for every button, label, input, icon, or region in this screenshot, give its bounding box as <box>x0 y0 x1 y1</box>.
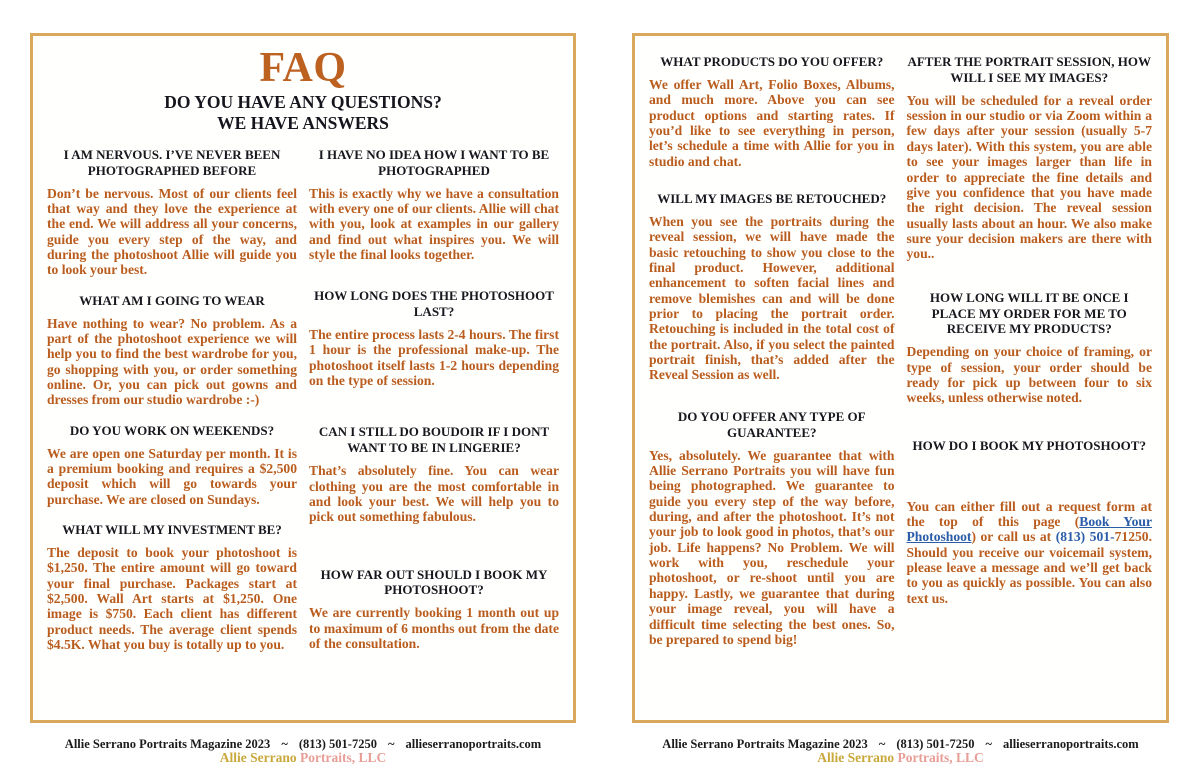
faq-question: HOW DO I BOOK MY PHOTOSHOOT? <box>912 437 1146 453</box>
faq-item <box>309 147 559 263</box>
footer-phone: (813) 501-7250 <box>896 737 975 751</box>
faq-item <box>907 54 1153 262</box>
faq-item <box>649 409 895 647</box>
footer-separator: ~ <box>878 737 886 751</box>
right-page-footer <box>632 737 1169 766</box>
faq-answer: Don’t be nervous. Most of our clients feel that way and they love the experience at the end. We will address all your concerns, guide you every step of the way, and during the photoshoot Allie will guide you to look your best. <box>47 185 297 278</box>
faq-answer: This is exactly why we have a consultation with every one of our clients. Allie will chat with you, look at examples in our gallery and find out what inspires you. We will style the final looks together. <box>309 185 559 262</box>
answer-text-before-link: You can either fill out a request form at the top of this page ( <box>906 498 1152 529</box>
answer-text-after: 71250. Should you receive our voicemail system, please leave a message and we’ll get back to you as quickly as possible. You can also text us. <box>906 529 1152 606</box>
faq-question: HOW LONG WILL IT BE ONCE I PLACE MY ORDER FOR ME TO RECEIVE MY PRODUCTS? <box>929 289 1129 337</box>
footer-company-line <box>632 751 1169 766</box>
faq-question: HOW FAR OUT SHOULD I BOOK MY PHOTOSHOOT? <box>320 566 548 598</box>
footer-publication-line <box>30 737 576 751</box>
phone-number-link[interactable]: (813) 501- <box>1055 529 1115 545</box>
faq-answer: The deposit to book your photoshoot is $1,250. The entire amount will go toward your final purchase. Packages start at $2,500. Wall Art starts at $1,250. One image is $750. Each client has different product needs. The average client spends $4.5K. What you buy is totally up to you. <box>47 544 297 652</box>
left-page-columns <box>47 147 559 668</box>
right-page-column-2 <box>907 54 1153 662</box>
faq-item <box>309 567 559 652</box>
left-page-column-2 <box>309 147 559 668</box>
faq-item <box>47 147 297 278</box>
footer-company-name-pink: Portraits, LLC <box>897 750 984 766</box>
faq-question: DO YOU OFFER ANY TYPE OF GUARANTEE? <box>677 408 866 440</box>
book-your-photoshoot-link[interactable]: Book Your Photoshoot <box>906 513 1152 545</box>
faq-answer: We offer Wall Art, Folio Boxes, Albums, and much more. Above you can see product options and starting rates. If you’d like to see everything in person, let’s schedule a time with Allie for you in studio and chat. <box>649 76 895 169</box>
faq-answer: Depending on your choice of framing, or type of session, your order should be ready for pick up between four to six weeks, unless otherwise noted. <box>906 344 1152 406</box>
left-page-column-1 <box>47 147 297 668</box>
faq-subtitle <box>47 92 559 135</box>
faq-question: HOW LONG DOES THE PHOTOSHOOT LAST? <box>314 288 554 320</box>
faq-item <box>649 191 895 383</box>
footer-separator: ~ <box>281 737 288 751</box>
faq-answer: You will be scheduled for a reveal order session in our studio or via Zoom within a few days after your session (usually 5-7 days later). With this system, you are able to see your images larger than life in order to appreciate the fine details and give you confidence that you have made the right decision. The reveal session usually lasts about an hour. We also make sure your decision makers are there with you.. <box>906 92 1152 262</box>
faq-answer: The entire process lasts 2-4 hours. The first 1 hour is the professional make-up. The photoshoot itself lasts 1-2 hours depending on the type of session. <box>309 327 559 389</box>
faq-item <box>907 290 1153 406</box>
faq-question: WILL MY IMAGES BE RETOUCHED? <box>657 191 887 207</box>
faq-item <box>649 54 895 169</box>
footer-company-name-gold: Allie Serrano <box>817 750 895 766</box>
faq-question: CAN I STILL DO BOUDOIR IF I DONT WANT TO BE IN LINGERIE? <box>318 424 550 456</box>
faq-item <box>309 424 559 524</box>
faq-answer: That’s absolutely fine. You can wear clothing you are the most comfortable in and look your best. We will help you to pick out something fabulous. <box>309 463 559 525</box>
right-page-columns <box>649 44 1152 662</box>
footer-company-line <box>30 751 576 766</box>
faq-answer: We are open one Saturday per month. It is a premium booking and requires a $2,500 deposit which will go towards your purchase. We are closed on Sundays. <box>47 445 297 507</box>
faq-question: WHAT WILL MY INVESTMENT BE? <box>62 521 282 537</box>
faq-question: WHAT PRODUCTS DO YOU OFFER? <box>660 54 884 69</box>
footer-phone: (813) 501-7250 <box>298 737 377 751</box>
faq-question: I HAVE NO IDEA HOW I WANT TO BE PHOTOGRAPHED <box>318 146 550 178</box>
faq-title: FAQ <box>259 45 347 91</box>
footer-separator: ~ <box>985 737 992 751</box>
faq-answer <box>907 499 1153 607</box>
faq-question: AFTER THE PORTRAIT SESSION, HOW WILL I SEE MY IMAGES? <box>907 54 1152 85</box>
faq-answer: Have nothing to wear? No problem. As a part of the photoshoot experience we will help you to find the best wardrobe for you, go shopping with you, or order something online. Or, you can pick out gowns and dresses from our studio wardrobe :-) <box>47 315 297 408</box>
faq-question: I AM NERVOUS. I’VE NEVER BEEN PHOTOGRAPHED BEFORE <box>63 146 281 178</box>
faq-subtitle-line1: DO YOU HAVE ANY QUESTIONS? <box>164 92 442 113</box>
faq-item <box>309 288 559 388</box>
left-page-footer <box>30 737 576 766</box>
footer-company-name-pink: Portraits, LLC <box>300 750 387 766</box>
faq-subtitle-line2: WE HAVE ANSWERS <box>217 113 389 134</box>
faq-question: WHAT AM I GOING TO WEAR <box>79 292 265 308</box>
faq-question: DO YOU WORK ON WEEKENDS? <box>69 422 275 438</box>
faq-item <box>907 438 1153 606</box>
faq-item <box>47 293 297 408</box>
faq-answer: We are currently booking 1 month out up to maximum of 6 months out from the date of the consultation. <box>309 605 559 652</box>
footer-separator: ~ <box>387 737 395 751</box>
faq-answer: Yes, absolutely. We guarantee that with Allie Serrano Portraits you will have fun being photographed. We guarantee to guide you every step of the way before, during, and after the photoshoot. It’s not your job to look good in photos, that’s our job. Life happens? No Problem. We will work with you, reschedule your photoshoot, or re-shoot until you are happy. Lastly, we guarantee that during your image reveal, you will have a difficult time selecting the best ones. So, be prepared to spend big! <box>649 447 895 647</box>
footer-publication-line <box>632 737 1169 751</box>
footer-website: allieserranoportraits.com <box>1002 737 1139 751</box>
left-page <box>30 33 576 723</box>
footer-magazine-title: Allie Serrano Portraits Magazine 2023 <box>662 737 868 751</box>
footer-magazine-title: Allie Serrano Portraits Magazine 2023 <box>64 737 271 751</box>
right-page-column-1 <box>649 54 895 662</box>
answer-text-mid: ) or call us at <box>971 529 1056 545</box>
footer-website: allieserranoportraits.com <box>405 737 542 751</box>
faq-item <box>47 522 297 652</box>
faq-item <box>47 423 297 507</box>
right-page <box>632 33 1169 723</box>
footer-company-name-gold: Allie Serrano <box>219 750 297 766</box>
faq-answer: When you see the portraits during the reveal session, we will have made the basic retouching to show you close to the final product. However, additional enhancement to soften facial lines and remove blemishes can and will be done prior to placing the portrait order. Retouching is included in the total cost of the portrait. Also, if you select the painted portrait finish, that’s added after the Reveal Session as well. <box>649 213 895 383</box>
